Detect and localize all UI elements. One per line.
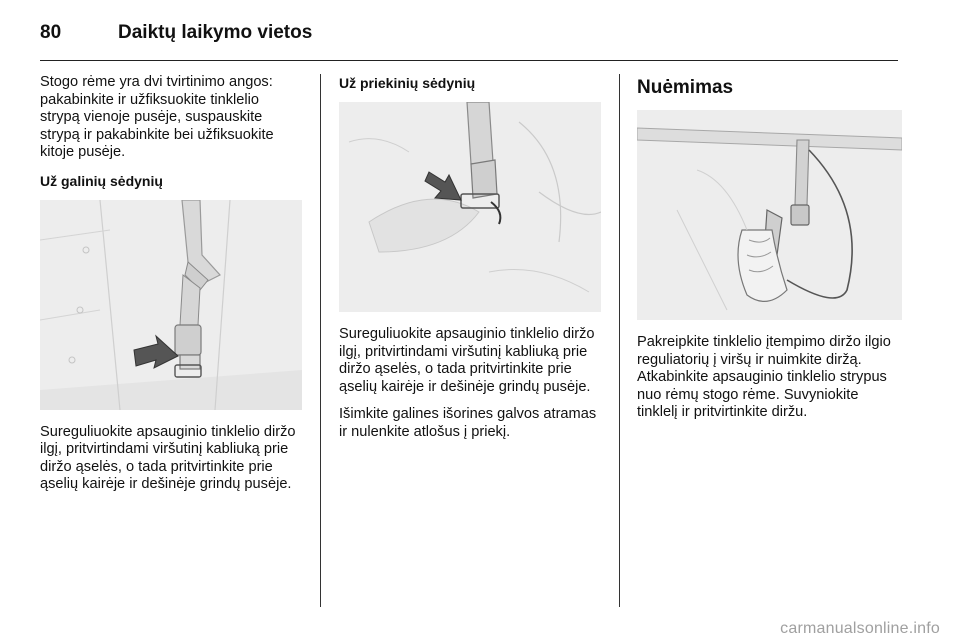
col3-paragraph-1: Pakreipkite tinklelio įtempimo diržo ilgio reguliatorių į viršų ir nuimkite diržą. Atkabinkite apsauginio tinklelio strypus nuo rėmų stogo rėme. Suvyniokite tinklelį ir pritvirtinkite diržu. (637, 334, 891, 420)
column-divider-1 (320, 74, 321, 607)
col2-paragraph-2: Išimkite galines išorines galvos atramas ir nulenkite atlošus į priekį. (339, 406, 597, 440)
page-title: Daiktų laikymo vietos (118, 22, 313, 43)
column-3 (637, 74, 902, 432)
front-seat-strap-illustration (339, 102, 601, 312)
column-2 (339, 74, 601, 451)
column-1 (40, 74, 302, 504)
col3-heading: Nuėmimas (637, 77, 734, 98)
col2-paragraph-1: Sureguliuokite apsauginio tinklelio diržo ilgį, pritvirtindami viršutinį kabliuką prie diržo ąselės, o tada pritvirtinkite prie ąselių kairėje ir dešinėje grindų pusėje. (339, 326, 595, 395)
column-divider-2 (619, 74, 620, 607)
header-rule (40, 60, 898, 61)
col1-paragraph-1: Stogo rėme yra dvi tvirtinimo angos: pakabinkite ir užfiksuokite tinklelio strypą vienoje pusėje, suspauskite strypą ir pakabinkite bei užfiksuokite kitoje pusėje. (40, 74, 274, 160)
rear-seat-strap-illustration (40, 200, 302, 410)
page-number: 80 (40, 22, 62, 43)
col2-subheading: Už priekinių sėdynių (339, 75, 476, 91)
col1-subheading: Už galinių sėdynių (40, 172, 163, 189)
col1-paragraph-2: Sureguliuokite apsauginio tinklelio diržo ilgį, pritvirtindami viršutinį kabliuką prie diržo ąselės, o tada pritvirtinkite prie ąselių kairėje ir dešinėje grindų pusėje. (40, 423, 296, 492)
watermark: carmanualsonline.info (780, 620, 940, 637)
page-header (40, 18, 312, 48)
removal-illustration (637, 110, 902, 320)
